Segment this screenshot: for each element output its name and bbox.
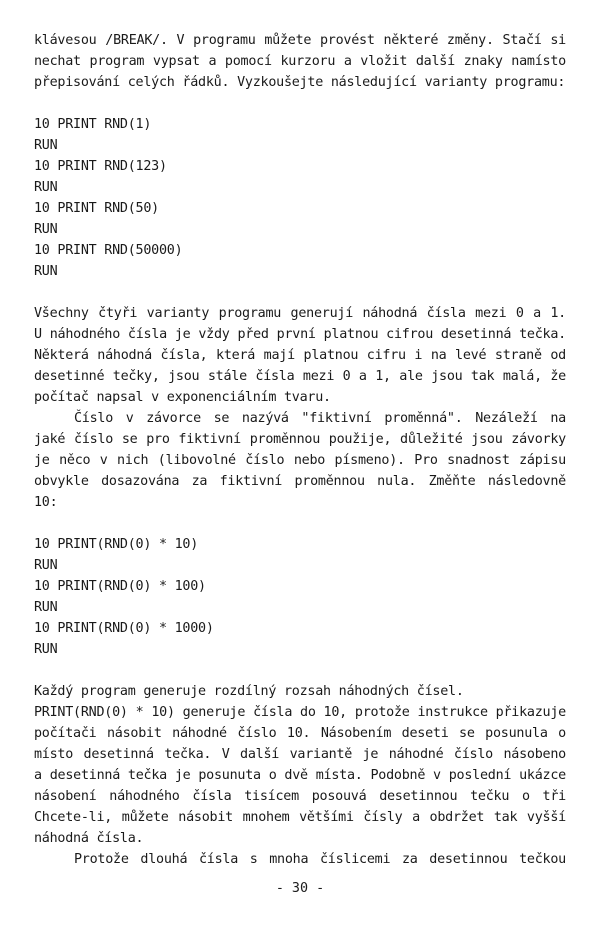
- text-line: je něco v nich (libovolné číslo nebo písmeno). Pro snadnost zápisu: [34, 453, 566, 468]
- text-line: PRINT(RND(0) * 10) generuje čísla do 10, protože instrukce přikazuje: [34, 705, 566, 720]
- text-line: násobení náhodného čísla tisícem posouvá desetinnou tečku o tři: [34, 789, 566, 804]
- text-line: přepisování celých řádků. Vyzkoušejte následující varianty programu:: [34, 75, 566, 90]
- code-line: RUN: [34, 558, 58, 573]
- code-line: RUN: [34, 600, 58, 615]
- text-line: Některá náhodná čísla, která mají platnou cifru i na levé straně od: [34, 348, 566, 363]
- text-line: Protože dlouhá čísla s mnoha číslicemi za desetinnou tečkou: [74, 852, 566, 867]
- text-line: počítači násobit náhodné číslo 10. Násobením deseti se posunula o: [34, 726, 566, 741]
- text-line: desetinné tečky, jsou stále čísla mezi 0 a 1, ale jsou tak malá, že: [34, 369, 566, 384]
- text-line: Každý program generuje rozdílný rozsah náhodných čísel.: [34, 684, 464, 699]
- text-line: nechat program vypsat a pomocí kurzoru a vložit další znaky namísto: [34, 54, 566, 69]
- text-line: U náhodného čísla je vždy před první platnou cifrou desetinná tečka.: [34, 327, 566, 342]
- code-line: RUN: [34, 180, 58, 195]
- code-line: RUN: [34, 222, 58, 237]
- text-line: místo desetinná tečka. V další variantě je náhodné číslo násobeno: [34, 747, 566, 762]
- text-line: 10:: [34, 495, 58, 510]
- text-line: klávesou /BREAK/. V programu můžete provést některé změny. Stačí si: [34, 33, 566, 48]
- text-line: obvykle dosazována za fiktivní proměnnou nula. Změňte následovně: [34, 474, 566, 489]
- code-line: RUN: [34, 264, 58, 279]
- code-line: RUN: [34, 642, 58, 657]
- code-line: 10 PRINT RND(123): [34, 159, 167, 174]
- code-line: RUN: [34, 138, 58, 153]
- text-line: jaké číslo se pro fiktivní proměnnou použije, důležité jsou závorky: [34, 432, 566, 447]
- code-line: 10 PRINT(RND(0) * 10): [34, 537, 199, 552]
- text-line: Všechny čtyři varianty programu generují náhodná čísla mezi 0 a 1.: [34, 306, 566, 321]
- code-line: 10 PRINT(RND(0) * 100): [34, 579, 206, 594]
- page-number: - 30 -: [275, 881, 325, 896]
- text-line: Chcete-li, můžete násobit mnohem většími čísly a obdržet tak vyšší: [34, 810, 566, 825]
- text-line: Číslo v závorce se nazývá "fiktivní proměnná". Nezáleží na: [74, 411, 566, 426]
- code-line: 10 PRINT RND(50000): [34, 243, 183, 258]
- text-line: počítač napsal v exponenciálním tvaru.: [34, 390, 331, 405]
- code-line: 10 PRINT RND(1): [34, 117, 152, 132]
- code-line: 10 PRINT(RND(0) * 1000): [34, 621, 214, 636]
- text-line: a desetinná tečka je posunuta o dvě místa. Podobně v poslední ukázce: [34, 768, 566, 783]
- code-line: 10 PRINT RND(50): [34, 201, 159, 216]
- text-line: náhodná čísla.: [34, 831, 144, 846]
